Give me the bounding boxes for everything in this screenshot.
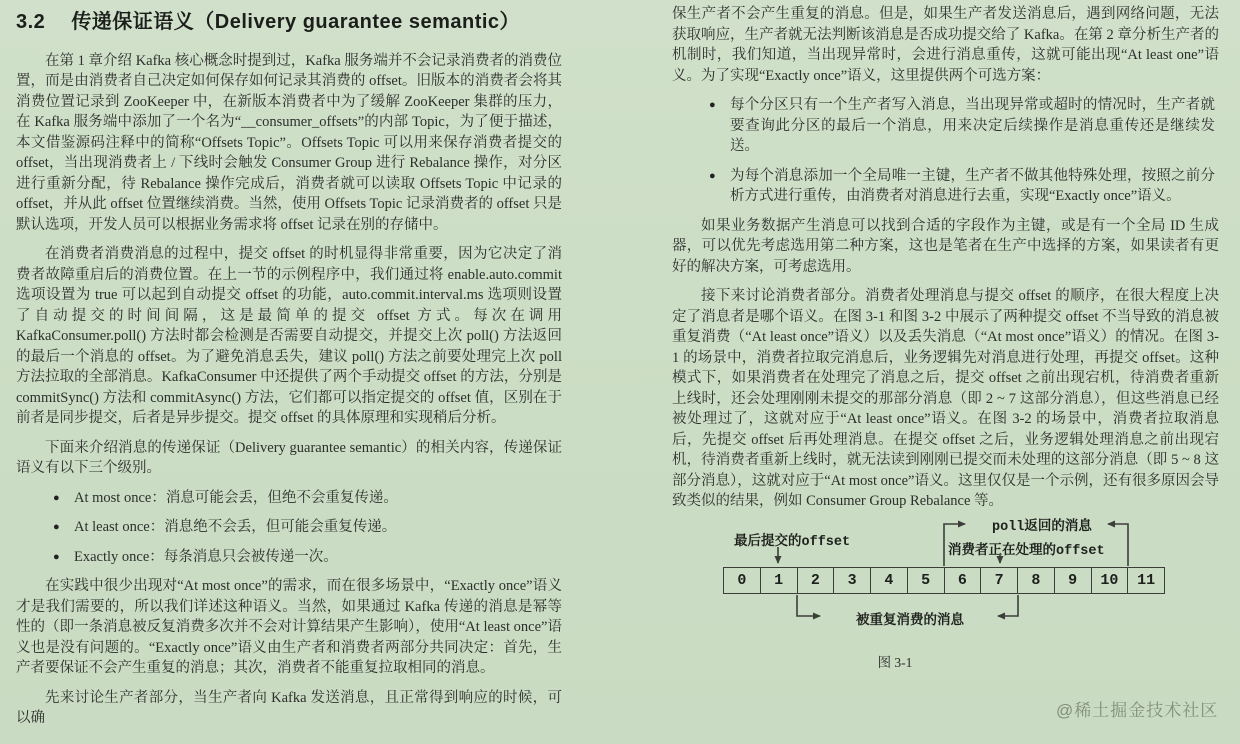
list-item-text: 每个分区只有一个生产者写入消息，当出现异常或超时的情况时，生产者就要查询此分区的最后一个消息，用来决定后续操作是消息重传还是继续发送。 [730, 97, 1215, 154]
label-text: 返回的消息 [1024, 518, 1092, 533]
producer-options-list [672, 95, 1219, 207]
figure-caption: 图 3-1 [877, 655, 913, 670]
offset-cell: 0 [724, 568, 761, 593]
list-item-text: Exactly once：每条消息只会被传递一次。 [74, 548, 338, 565]
paragraph: 在实践中很少出现对“At most once”的需求，而在很多场景中，“Exactly once”语义才是我们需要的，所以我们详述这种语义。当然，如果通过 Kafka 传递的消息是幂等性的（即一条消息被反复消费多次并不会对计算结果产生影响），使用“At least once”语义也是没有问题的。“Exactly once”语义由生产者和消费者两部分共同决定：首先，生产者要保证不会产生重复的消息；其次，消费者不能重复拉取相同的消息。 [16, 578, 562, 676]
arrow-poll-range-right [1108, 524, 1128, 566]
paragraph: 如果业务数据产生消息可以找到合适的字段作为主键，或是有一个全局 ID 生成器，可以优先考虑选用第二种方案，这也是笔者在生产中选择的方案，如果读者有更好的解决方案，可考虑选用。 [672, 217, 1219, 275]
paragraph: 下面来介绍消息的传递保证（Delivery guarantee semantic）的相关内容，传递保证语义有以下三个级别。 [16, 439, 562, 476]
list-item-text: At most once：消息可能会丢，但绝不会重复传递。 [74, 489, 398, 506]
label-text: 消费者正在处理的 [948, 542, 1056, 557]
label-last-committed-offset [734, 529, 850, 550]
code-text: offset [1056, 544, 1105, 559]
bullet-icon: ● [709, 169, 716, 182]
list-item [709, 166, 1219, 207]
label-repeated-messages: 被重复消费的消息 [856, 612, 964, 627]
figure-3-1 [672, 514, 1220, 682]
code-text: offset [801, 535, 851, 550]
offset-cell: 10 [1092, 568, 1129, 593]
paragraph: 在消费者消费消息的过程中，提交 offset 的时机显得非常重要，因为它决定了消费者故障重启后的消费位置。在上一节的示例程序中，我们通过将 enable.auto.commit 选项设置为 true 可以起到自动提交 offset 的功能，auto.commit.interval.ms 选项则设置了自动提交的时间间隔，这是最简单的提交 offset 方式。每次在调用 KafkaConsumer.poll() 方法时都会检测是否需要自动提交，并提交上次 poll() 方法返回的最后一个消息的 offset。为了避免消息丢失，建议 poll() 方法之前要处理完上次 poll 方法拉取的全部消息。KafkaConsumer 中还提供了两个手动提交 offset 的方法，分别是 commitSync() 方法和 commitAsync() 方法，它们都可以指定提交的 offset 值，区别在于前者是同步提交，后者是异步提交。提交 offset 的具体原理和实现稍后分析。 [16, 246, 562, 426]
section-title-text: 传递保证语义（Delivery guarantee semantic） [71, 11, 521, 33]
offset-cell: 3 [834, 568, 871, 593]
left-column [16, 12, 562, 729]
list-item [709, 95, 1219, 157]
paragraph: 在第 1 章介绍 Kafka 核心概念时提到过，Kafka 服务端并不会记录消费者的消费位置，而是由消费者自己决定如何保存如何记录其消费的 offset。旧版本的消费者会将其消费位置记录到 ZooKeeper 中，在新版本消费者中为了缓解 ZooKeeper 集群的压力，在 Kafka 服务端中添加了一个名为“__consumer_offsets”的内部 Topic，为了便于描述，本文借鉴源码注释中的简称“Offsets Topic”。Offsets Topic 可以用来保存消费者提交的 offset，当出现消费者上 / 下线时会触发 Consumer Group 进行 Rebalance 操作，对分区进行重新分配，待 Rebalance 操作完成后，消费者就可以读取 Offsets Topic 中记录的 offset，并从此 offset 位置继续消费。当然，使用 Offsets Topic 记录消费者的 offset 只是默认选项，开发人员可以根据业务需求将 offset 记录在别的存储中。 [16, 52, 562, 233]
bullet-icon: ● [53, 550, 60, 563]
offset-row [723, 567, 1165, 594]
offset-cell: 2 [798, 568, 835, 593]
list-item [53, 517, 562, 538]
offset-cell: 9 [1055, 568, 1092, 593]
list-item-text: 为每个消息添加一个全局唯一主键，生产者不做其他特殊处理，按照之前分析方式进行重传，由消费者对消息进行去重，实现“Exactly once”语义。 [730, 167, 1215, 204]
label-poll-returned-messages [992, 514, 1092, 535]
offset-cell: 6 [945, 568, 982, 593]
list-item [53, 488, 562, 509]
arrow-repeated-right [998, 595, 1018, 616]
offset-cell: 7 [981, 568, 1018, 593]
semantic-levels-list [16, 488, 562, 568]
paragraph: 先来讨论生产者部分，当生产者向 Kafka 发送消息，且正常得到响应的时候，可以确 [16, 689, 562, 726]
bullet-icon: ● [53, 521, 60, 533]
label-text: 最后提交的 [734, 533, 802, 548]
offset-cell: 11 [1137, 572, 1156, 589]
bullet-icon: ● [709, 99, 716, 111]
offset-cell: 5 [908, 568, 945, 593]
paragraph: 保生产者不会产生重复的消息。但是，如果生产者发送消息后，遇到网络问题，无法获取响应，生产者就无法判断该消息是否成功提交给了 Kafka。在第 2 章分析生产者的机制时，我们知道，当出现异常时，会进行消息重传，这就可能出现“At least one”语义。为了实现“Exactly once”语义，这里提供两个可选方案： [672, 6, 1219, 84]
watermark: @稀土掘金技术社区 [1056, 701, 1219, 720]
list-item-text: At least once：消息绝不会丢，但可能会重复传递。 [74, 519, 397, 535]
bullet-icon: ● [53, 491, 60, 504]
paragraph: 接下来讨论消费者部分。消费者处理消息与提交 offset 的顺序，在很大程度上决定了消息者是哪个语义。在图 3-1 和图 3-2 中展示了两种提交 offset 不当导致的消息被重复消费（“At least once”语义）以及丢失消息（“At most once”语义）的情况。在图 3-1 的场景中，消费者拉取完消息后，业务逻辑先对消息进行处理，再提交 offset。这种模式下，如果消费者在处理完了消息之后，提交 offset 之前出现宕机，待消费者重新上线时，还会处理刚刚未提交的那部分消息（即 2 ~ 7 这部分消息），但这些消息已经被处理过了，这就对应于“At least once”语义。在图 3-2 的场景中，消费者拉取消息后，先提交 offset 后再处理消息。在提交 offset 之后，业务逻辑处理消息之前出现宕机，待消费者重新上线时，就无法读到刚刚已提交而未处理的这部分消息（即 5 ~ 8 这部分消息），这就对应于“At most once”语义。这里仅仅是一个示例，还有很多原因会导致类似的结果，例如 Consumer Group Rebalance 等。 [672, 288, 1219, 509]
right-column [672, 4, 1219, 512]
section-title [16, 12, 562, 33]
code-text: poll [992, 520, 1025, 535]
offset-cell: 8 [1018, 568, 1055, 593]
offset-cell: 1 [761, 568, 798, 593]
section-number: 3.2 [16, 11, 46, 33]
list-item [53, 547, 562, 568]
offset-cell: 4 [871, 568, 908, 593]
label-processing-offset [948, 538, 1105, 559]
arrow-repeated-left [797, 595, 820, 616]
